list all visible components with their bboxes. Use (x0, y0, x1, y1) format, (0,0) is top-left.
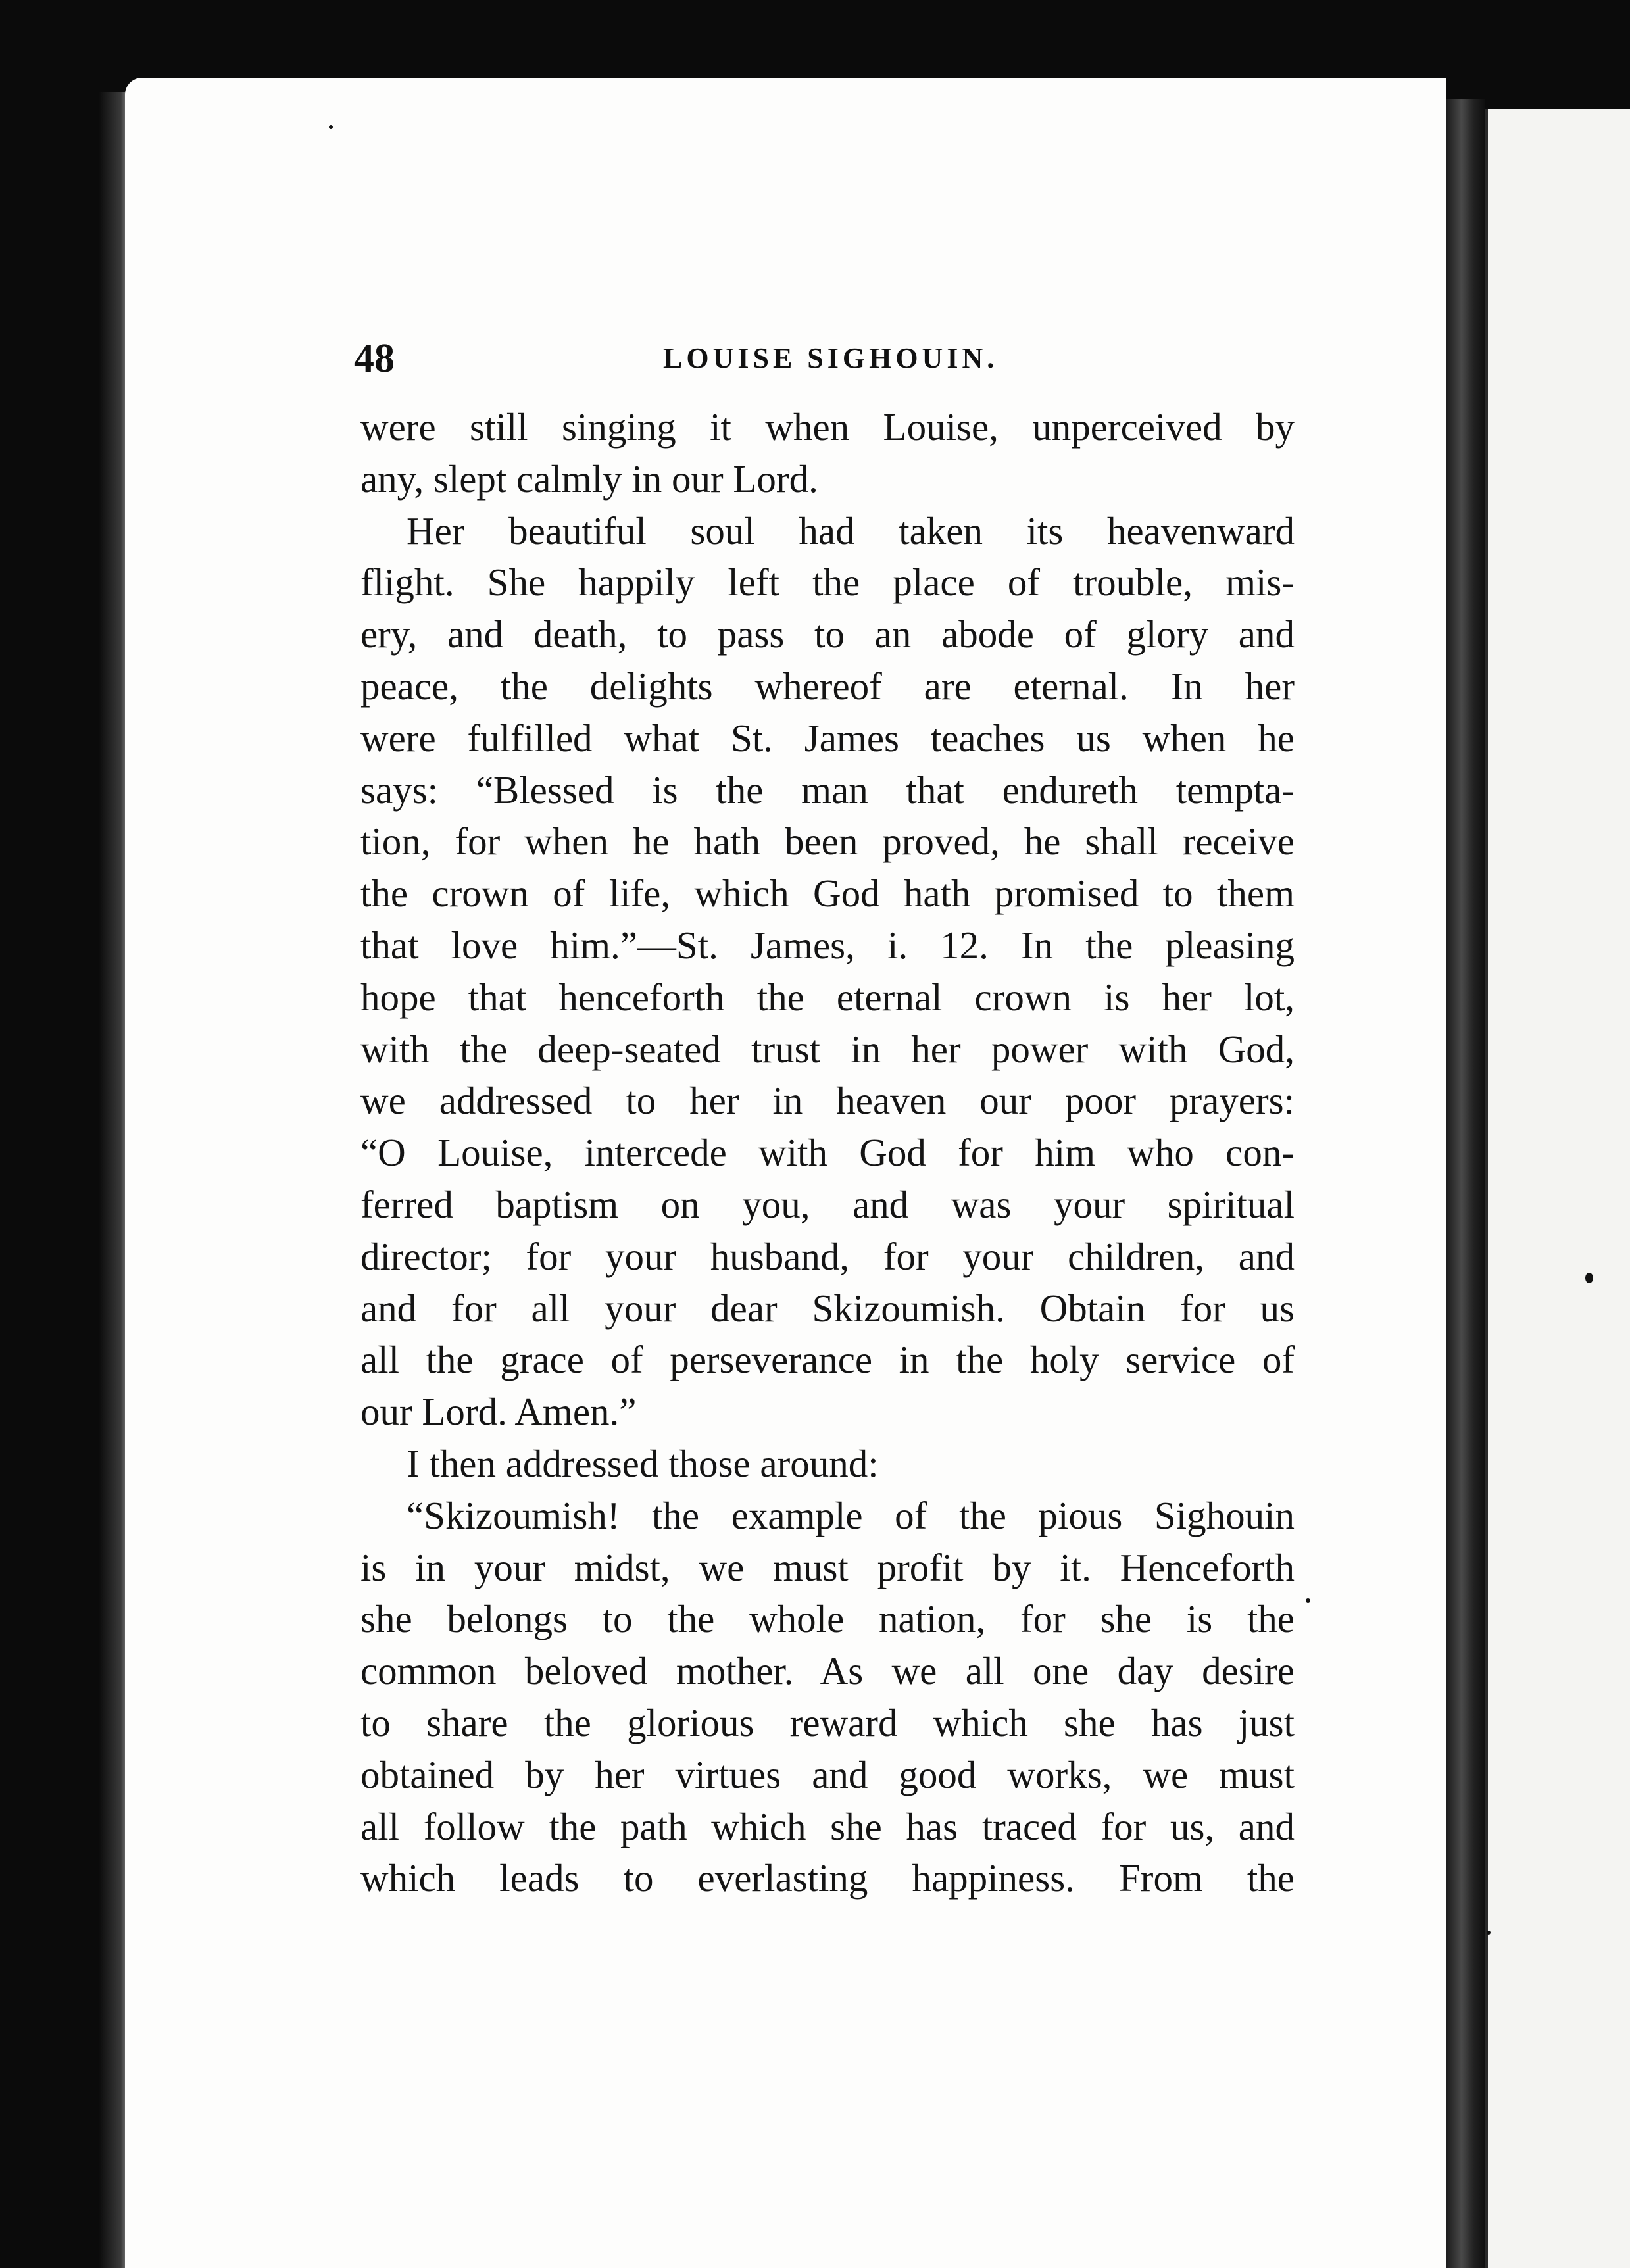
text-line: I then addressed those around: (407, 1441, 879, 1485)
text-line: “O Louise, intercede with God for him who con- (360, 1131, 1295, 1175)
text-line: with the deep-seated trust in her power with God, (360, 1027, 1295, 1071)
text-line: says: “Blessed is the man that endureth tempta- (360, 768, 1295, 812)
text-line: obtained by her virtues and good works, we must (360, 1752, 1295, 1796)
ink-speck (1487, 1931, 1491, 1935)
page-header (354, 329, 1288, 388)
body-text (360, 401, 1295, 1904)
text-line: the crown of life, which God hath promised to them (360, 872, 1295, 916)
text-line: ferred baptism on you, and was your spiritual (360, 1182, 1295, 1226)
text-line: we addressed to her in heaven our poor prayers: (360, 1079, 1295, 1123)
text-line: all the grace of perseverance in the holy service of (360, 1338, 1295, 1382)
facing-page-edge (1485, 109, 1630, 2268)
text-line: ery, and death, to pass to an abode of glory and (360, 612, 1295, 656)
book-binding (1446, 99, 1485, 2268)
ink-speck (1585, 1273, 1593, 1283)
text-line: tion, for when he hath been proved, he shall receive (360, 820, 1295, 864)
text-line: is in your midst, we must profit by it. Henceforth (360, 1545, 1295, 1589)
ink-speck (329, 125, 333, 129)
text-line: which leads to everlasting happiness. From the (360, 1856, 1295, 1900)
text-line: Her beautiful soul had taken its heavenward (407, 508, 1295, 553)
running-title: LOUISE SIGHOUIN. (663, 342, 999, 374)
text-line: common beloved mother. As we all one day desire (360, 1649, 1295, 1693)
ink-speck (1306, 1598, 1310, 1603)
text-line: and for all your dear Skizoumish. Obtain for us (360, 1286, 1295, 1330)
text-line: our Lord. Amen.” (360, 1390, 637, 1434)
text-line: that love him.”—St. James, i. 12. In the pleasing (360, 923, 1295, 967)
text-line: were still singing it when Louise, unperceived by (360, 405, 1295, 449)
text-line: “Skizoumish! the example of the pious Sighouin (407, 1493, 1295, 1537)
text-line: all follow the path which she has traced for us, and (360, 1804, 1295, 1848)
text-line: she belongs to the whole nation, for she is the (360, 1597, 1295, 1641)
text-line: hope that henceforth the eternal crown is her lot, (360, 975, 1295, 1019)
text-line: director; for your husband, for your children, and (360, 1234, 1295, 1278)
text-line: were fulfilled what St. James teaches us when he (360, 716, 1295, 760)
page-number: 48 (354, 336, 395, 381)
text-line: any, slept calmly in our Lord. (360, 456, 818, 501)
text-line: peace, the delights whereof are eternal. In her (360, 664, 1295, 708)
text-line: to share the glorious reward which she has just (360, 1700, 1295, 1744)
text-line: flight. She happily left the place of trouble, mis- (360, 560, 1295, 604)
